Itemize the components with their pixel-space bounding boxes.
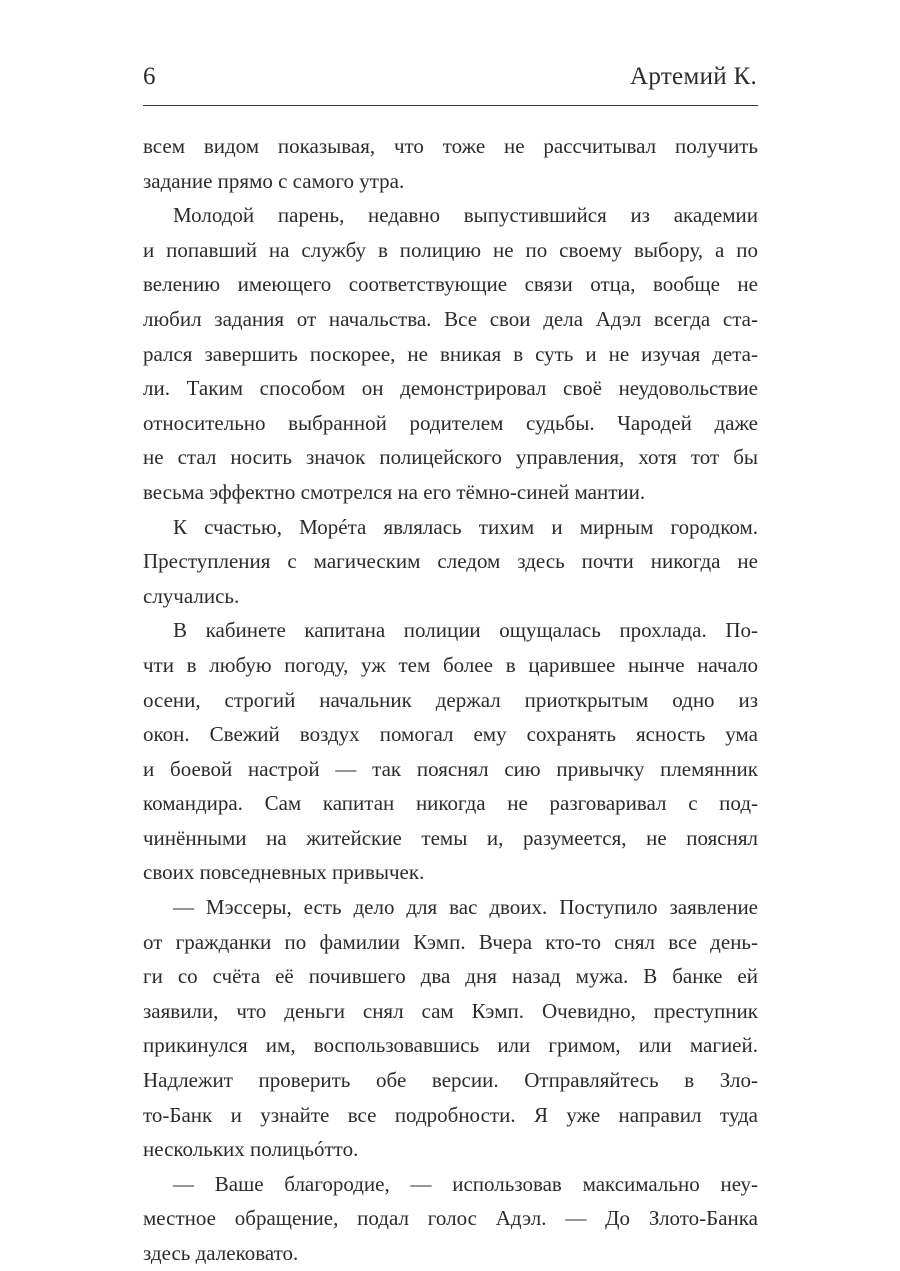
text-line: ли. Таким способом он демонстрировал своё неудовольствие <box>143 376 758 401</box>
text-line: Молодой парень, недавно выпустившийся из академии <box>173 203 758 228</box>
text-line: Преступления с магическим следом здесь почти никогда не <box>143 549 758 574</box>
text-line: рался завершить поскорее, не вникая в суть и не изучая дета- <box>143 341 758 366</box>
text-line: Надлежит проверить обе версии. Отправляйтесь в Зло- <box>143 1068 758 1093</box>
text-line: — Мэссеры, есть дело для вас двоих. Поступило заявление <box>173 895 758 920</box>
text-line: любил задания от начальства. Все свои дела Адэл всегда ста- <box>143 306 758 331</box>
text-line: местное обращение, подал голос Адэл. — До Злото-Банка <box>143 1206 758 1231</box>
text-line: от гражданки по фамилии Кэмп. Вчера кто-то снял все день- <box>143 929 758 954</box>
text-line: и попавший на службу в полицию не по своему выбору, а по <box>143 237 758 262</box>
text-line: командира. Сам капитан никогда не разговаривал с под- <box>143 791 758 816</box>
text-line: нескольких полицьóтто. <box>143 1137 359 1162</box>
text-line: ги со счёта её почившего два дня назад мужа. В банке ей <box>143 964 758 989</box>
text-line: К счастью, Морéта являлась тихим и мирным городком. <box>173 514 758 539</box>
text-line: не стал носить значок полицейского управления, хотя тот бы <box>143 445 758 470</box>
header-rule <box>143 105 758 106</box>
body-text <box>143 129 758 1271</box>
text-line: весьма эффектно смотрелся на его тёмно-синей мантии. <box>143 479 646 504</box>
text-line: всем видом показывая, что тоже не рассчитывал получить <box>143 134 758 158</box>
text-line: здесь далековато. <box>143 1241 299 1265</box>
text-line: задание прямо с самого утра. <box>143 168 405 193</box>
page-number: 6 <box>143 63 156 90</box>
text-line: случались. <box>143 583 240 608</box>
text-line: то-Банк и узнайте все подробности. Я уже направил туда <box>143 1102 758 1127</box>
text-line: окон. Свежий воздух помогал ему сохранять ясность ума <box>143 722 758 747</box>
running-title: Артемий К. <box>630 63 757 90</box>
text-line: прикинулся им, воспользовавшись или гримом, или магией. <box>143 1033 758 1058</box>
text-line: заявили, что деньги снял сам Кэмп. Очевидно, преступник <box>143 998 758 1023</box>
text-line: — Ваше благородие, — использовав максимально неу- <box>173 1171 758 1196</box>
text-line: В кабинете капитана полиции ощущалась прохлада. По- <box>173 618 758 643</box>
text-line: велению имеющего соответствующие связи отца, вообще не <box>143 272 758 297</box>
text-line: чинёнными на житейские темы и, разумеется, не пояснял <box>143 825 758 850</box>
text-line: осени, строгий начальник держал приоткрытым одно из <box>143 687 758 712</box>
text-line: и боевой настрой — так пояснял сию привычку племянник <box>143 756 758 781</box>
text-line: чти в любую погоду, уж тем более в царившее нынче начало <box>143 652 758 677</box>
text-line: относительно выбранной родителем судьбы. Чародей даже <box>143 410 758 435</box>
text-line: своих повседневных привычек. <box>143 860 425 885</box>
